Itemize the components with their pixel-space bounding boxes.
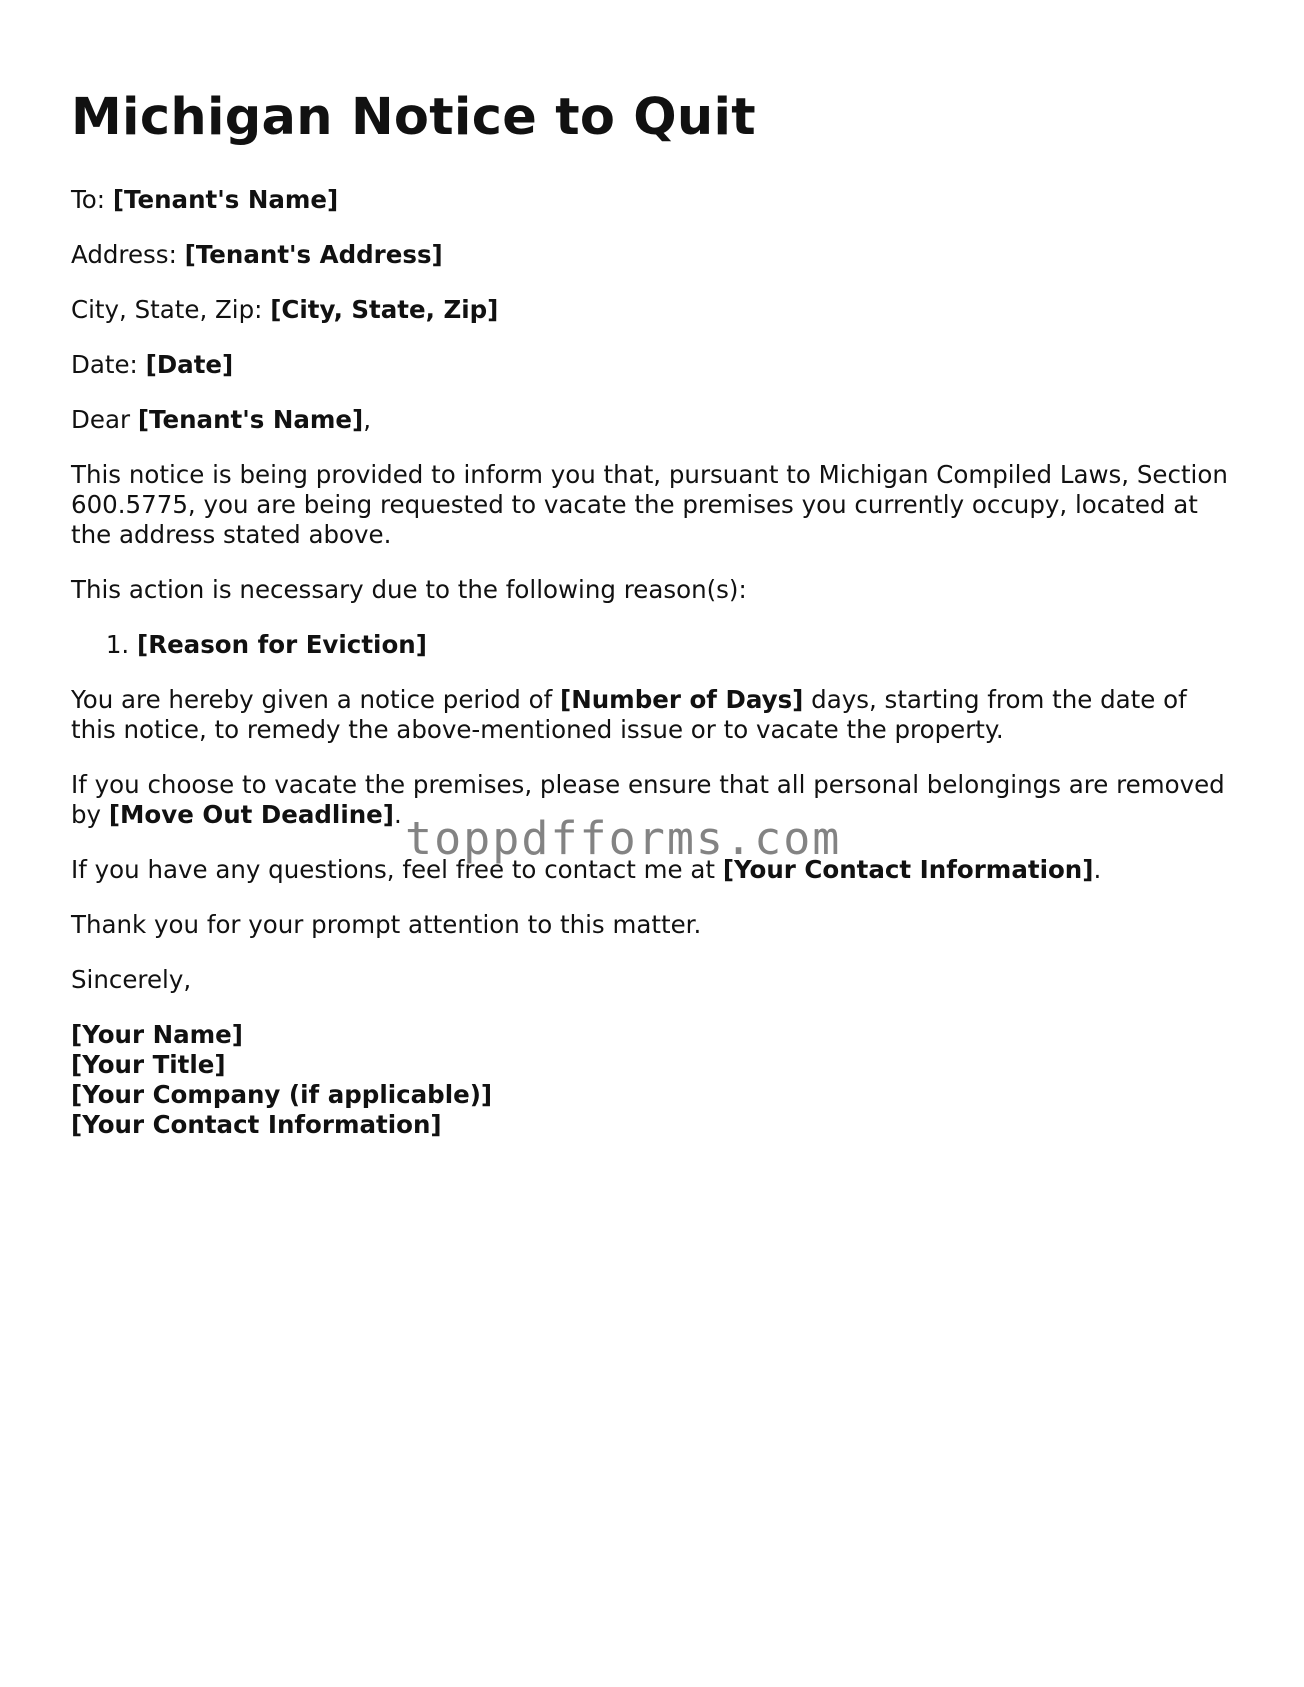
salutation-name: [Tenant's Name]: [137, 405, 364, 434]
your-name-field: [Your Name]: [71, 1020, 243, 1049]
city-state-zip-field: [City, State, Zip]: [270, 295, 499, 324]
vacate-prefix: If you choose to vacate the premises, please ensure that all personal belongings are removed by: [71, 770, 1225, 829]
reason-field: [Reason for Eviction]: [137, 630, 427, 659]
reasons-list: [71, 630, 1231, 660]
to-line: [71, 185, 1231, 215]
tenant-name-field: [Tenant's Name]: [112, 185, 339, 214]
contact-suffix: .: [1093, 855, 1102, 884]
reasons-intro: This action is necessary due to the following reason(s):: [71, 575, 747, 604]
notice-period-paragraph: [71, 685, 1231, 745]
intro-paragraph: This notice is being provided to inform you that, pursuant to Michigan Compiled Laws, Section 600.5775, you are being requested to vacate the premises you currently occupy, located at the address stated above.: [71, 460, 1228, 549]
city-label: City, State, Zip:: [71, 295, 263, 324]
tenant-address-field: [Tenant's Address]: [184, 240, 443, 269]
notice-suffix: days, starting from the date of this notice, to remedy the above-mentioned issue or to vacate the property.: [71, 685, 1187, 744]
vacate-suffix: .: [393, 800, 402, 829]
document-title: Michigan Notice to Quit: [71, 88, 756, 147]
date-line: [71, 350, 1231, 380]
notice-document: [71, 88, 1231, 1140]
contact-info-field: [Your Contact Information]: [722, 855, 1094, 884]
list-item: [137, 630, 1231, 660]
salutation-suffix: ,: [363, 405, 372, 434]
salutation-prefix: Dear: [71, 405, 131, 434]
date-label: Date:: [71, 350, 138, 379]
move-out-deadline-field: [Move Out Deadline]: [108, 800, 394, 829]
your-contact-field: [Your Contact Information]: [71, 1110, 442, 1139]
salutation: [71, 405, 1231, 435]
vacate-paragraph: [71, 770, 1231, 830]
contact-prefix: If you have any questions, feel free to contact me at: [71, 855, 716, 884]
number-of-days-field: [Number of Days]: [560, 685, 804, 714]
to-label: To:: [71, 185, 106, 214]
date-field: [Date]: [145, 350, 234, 379]
address-line: [71, 240, 1231, 270]
watermark: toppdfforms.com: [405, 812, 842, 865]
thanks-paragraph: Thank you for your prompt attention to this matter.: [71, 910, 702, 939]
sincerely: Sincerely,: [71, 965, 192, 994]
notice-prefix: You are hereby given a notice period of: [71, 685, 553, 714]
city-line: [71, 295, 1231, 325]
signature-block: [71, 1020, 1231, 1140]
your-title-field: [Your Title]: [71, 1050, 226, 1079]
your-company-field: [Your Company (if applicable)]: [71, 1080, 493, 1109]
contact-paragraph: [71, 855, 1231, 885]
address-label: Address:: [71, 240, 177, 269]
